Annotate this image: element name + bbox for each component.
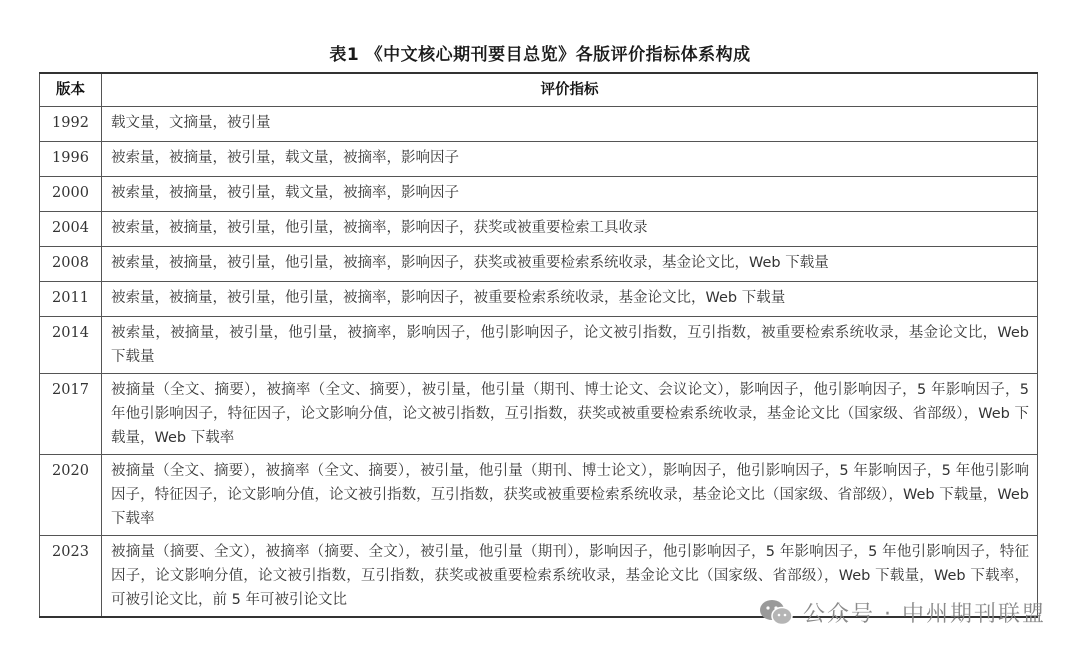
table-row <box>40 177 1038 212</box>
table-row <box>40 455 1038 536</box>
row-indicators: 被索量，被摘量，被引量，他引量，被摘率，影响因子，他引影响因子，论文被引指数，互引指数，被重要检索系统收录，基金论文比，Web 下载量 <box>102 317 1038 374</box>
row-indicators: 被索量，被摘量，被引量，载文量，被摘率，影响因子 <box>102 177 1038 212</box>
row-year: 2004 <box>40 212 102 247</box>
row-year: 2011 <box>40 282 102 317</box>
row-indicators: 被索量，被摘量，被引量，他引量，被摘率，影响因子，获奖或被重要检索系统收录，基金论文比，Web 下载量 <box>102 247 1038 282</box>
header-version: 版本 <box>40 73 102 107</box>
table-row <box>40 282 1038 317</box>
row-indicators: 被索量，被摘量，被引量，载文量，被摘率，影响因子 <box>102 142 1038 177</box>
row-year: 2000 <box>40 177 102 212</box>
header-indicators: 评价指标 <box>102 73 1038 107</box>
row-indicators: 被摘量（摘要、全文），被摘率（摘要、全文），被引量，他引量（期刊），影响因子，他引影响因子，5 年影响因子，5 年他引影响因子，特征因子，论文影响分值，论文被引指数，互引指数，获奖或被重要检索系统收录，基金论文比（国家级、省部级），Web 下载量，Web 下载率，可被引论文比，前 5 年可被引论文比 <box>102 536 1038 618</box>
table-row <box>40 374 1038 455</box>
row-year: 1992 <box>40 107 102 142</box>
row-indicators: 载文量，文摘量，被引量 <box>102 107 1038 142</box>
wechat-icon <box>759 598 793 628</box>
table-row <box>40 142 1038 177</box>
row-year: 1996 <box>40 142 102 177</box>
table-row <box>40 212 1038 247</box>
watermark-text: 公众号 · 中州期刊联盟 <box>803 602 1046 627</box>
row-indicators: 被索量，被摘量，被引量，他引量，被摘率，影响因子，被重要检索系统收录，基金论文比，Web 下载量 <box>102 282 1038 317</box>
table-row <box>40 317 1038 374</box>
table-header-row <box>40 73 1038 107</box>
row-year: 2023 <box>40 536 102 618</box>
watermark <box>759 597 1046 628</box>
row-indicators: 被摘量（全文、摘要），被摘率（全文、摘要），被引量，他引量（期刊、博士论文、会议论文），影响因子，他引影响因子，5 年影响因子，5 年他引影响因子，特征因子，论文影响分值，论文被引指数，互引指数，获奖或被重要检索系统收录，基金论文比（国家级、省部级），Web 下载量，Web 下载率 <box>102 374 1038 455</box>
table-caption: 表1 《中文核心期刊要目总览》各版评价指标体系构成 <box>329 45 751 65</box>
table-row <box>40 107 1038 142</box>
row-indicators: 被摘量（全文、摘要），被摘率（全文、摘要），被引量，他引量（期刊、博士论文），影响因子，他引影响因子，5 年影响因子，5 年他引影响因子，特征因子，论文影响分值，论文被引指数，互引指数，获奖或被重要检索系统收录，基金论文比（国家级、省部级），Web 下载量，Web 下载率 <box>102 455 1038 536</box>
indicator-table <box>39 72 1038 618</box>
row-year: 2020 <box>40 455 102 536</box>
table-row <box>40 247 1038 282</box>
row-year: 2017 <box>40 374 102 455</box>
row-indicators: 被索量，被摘量，被引量，他引量，被摘率，影响因子，获奖或被重要检索工具收录 <box>102 212 1038 247</box>
row-year: 2008 <box>40 247 102 282</box>
row-year: 2014 <box>40 317 102 374</box>
